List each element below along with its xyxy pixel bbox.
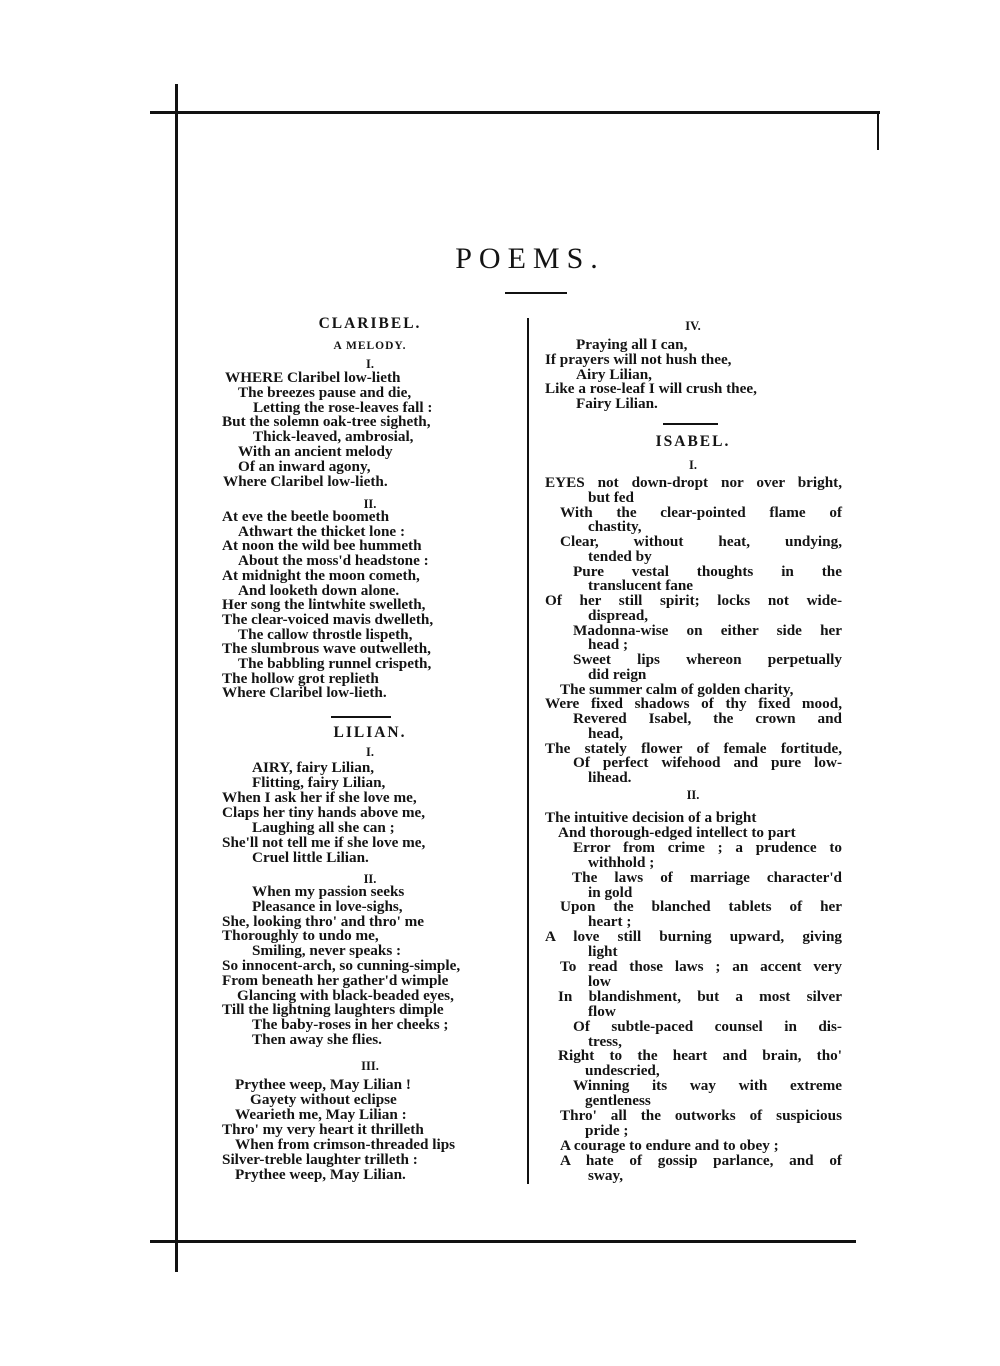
poem-line: At eve the beetle boometh <box>222 508 390 525</box>
poem-line: AIRY, fairy Lilian, <box>252 759 375 776</box>
poem-line: low <box>588 972 611 990</box>
poem-line: When my passion seeks <box>252 883 405 900</box>
page-title: POEMS. <box>455 242 605 275</box>
poem-line: When from crimson-threaded lips <box>235 1136 456 1153</box>
poem-line: The baby-roses in her cheeks ; <box>252 1016 449 1034</box>
poem-line: Laughing all she can ; <box>252 819 395 836</box>
poem-line: withhold ; <box>588 853 655 871</box>
poem-line: sway, <box>588 1166 624 1184</box>
poem-line: EYES not down-dropt nor over bright, <box>545 474 842 491</box>
poem-line: Winning its way with extreme <box>573 1077 842 1095</box>
stanza-number: II. <box>686 788 700 802</box>
poem-line: Of perfect wifehood and pure low- <box>573 754 842 772</box>
poem-line: Prythee weep, May Lilian. <box>235 1166 406 1183</box>
poem-line: Madonna-wise on either side her <box>573 621 842 639</box>
poem-line: In blandishment, but a most silver <box>558 987 842 1005</box>
poem-line: Airy Lilian, <box>576 365 652 383</box>
poem-line: Of her still spirit; locks not wide- <box>545 592 842 609</box>
title-rule <box>505 292 567 294</box>
poem-line: but fed <box>588 488 634 506</box>
stanza-number: I. <box>366 745 374 759</box>
poem-line: But the solemn oak-tree sigheth, <box>222 413 431 431</box>
poem-line: Thoroughly to undo me, <box>222 927 379 945</box>
poem-line: Claps her tiny hands above me, <box>222 804 426 821</box>
frame-left-rule <box>175 84 178 1272</box>
frame-top-rule <box>150 111 880 114</box>
poem-line: Were fixed shadows of thy fixed mood, <box>545 695 842 713</box>
poem-line: Till the lightning laughters dimple <box>222 1001 444 1019</box>
poem-line: When I ask her if she love me, <box>222 789 417 806</box>
poem-subtitle: A MELODY. <box>333 340 407 352</box>
poem-line: Where Claribel low-lieth. <box>223 472 388 490</box>
poem-line: Athwart the thicket lone : <box>238 522 406 540</box>
frame-right-tick <box>877 112 879 150</box>
poem-line: Where Claribel low-lieth. <box>222 684 387 702</box>
poem-line: did reign <box>588 665 647 683</box>
poem-line: Glancing with black-beaded eyes, <box>237 986 454 1004</box>
stanza-number: IV. <box>685 319 701 333</box>
isabel-rule <box>663 423 718 425</box>
stanza-number: III. <box>361 1059 379 1073</box>
poem-line: Thro' my very heart it thrilleth <box>222 1121 424 1138</box>
poem-line: Of an inward agony, <box>238 457 371 475</box>
poem-line: Pure vestal thoughts in the <box>573 562 842 580</box>
poem-line: undescried, <box>585 1062 660 1080</box>
poem-line: translucent fane <box>588 577 694 595</box>
poem-line: Right to the heart and brain, tho' <box>558 1047 842 1065</box>
poem-line: Smiling, never speaks : <box>252 942 402 960</box>
poem-line: The intuitive decision of a bright <box>545 809 757 826</box>
poem-line: Clear, without heat, undying, <box>560 533 842 550</box>
poem-line: light <box>588 943 618 961</box>
poem-line: Of subtle-paced counsel in dis- <box>573 1017 842 1035</box>
poem-line: head ; <box>588 636 629 654</box>
poem-line: From beneath her gather'd wimple <box>222 971 449 989</box>
poem-line: The babbling runnel crispeth, <box>238 655 432 672</box>
poem-line: lihead. <box>588 769 632 786</box>
poem-line: Letting the rose-leaves fall : <box>253 398 433 416</box>
poem-line: And thorough-edged intellect to part <box>558 823 796 841</box>
poem-line: The summer calm of golden charity, <box>560 680 794 698</box>
poem-line: Flitting, fairy Lilian, <box>252 774 386 791</box>
poem-line: She'll not tell me if she love me, <box>222 834 426 851</box>
poem-line: So innocent-arch, so cunning-simple, <box>222 957 461 974</box>
poem-line: Cruel little Lilian. <box>252 849 369 866</box>
poem-line: The stately flower of female fortitude, <box>545 739 842 757</box>
poem-line: A hate of gossip parlance, and of <box>560 1151 842 1169</box>
poem-line: A courage to endure and to obey ; <box>560 1136 779 1154</box>
poem-line: About the moss'd headstone : <box>238 552 429 570</box>
poem-line: Error from crime ; a prudence to <box>573 838 842 856</box>
poem-line: The slumbrous wave outwelleth, <box>222 640 431 658</box>
poem-line: WHERE Claribel low-lieth <box>225 369 401 386</box>
poem-line: The laws of marriage character'd <box>572 868 842 886</box>
poem-line: At midnight the moon cometh, <box>222 566 420 584</box>
poem-line: The clear-voiced mavis dwelleth, <box>222 610 434 628</box>
poem-line: Silver-treble laughter trilleth : <box>222 1151 418 1168</box>
poem-line: Like a rose-leaf I will crush thee, <box>545 380 757 398</box>
poem-line: With the clear-pointed flame of <box>560 503 842 521</box>
poem-line: pride ; <box>585 1121 629 1139</box>
poem-line: tended by <box>588 547 652 565</box>
lilian-rule <box>331 716 391 718</box>
frame-bottom-rule <box>150 1240 856 1243</box>
poem-line: Upon the blanched tablets of her <box>560 898 842 916</box>
poem-line: Gayety without eclipse <box>250 1091 397 1108</box>
poem-title-isabel: ISABEL. <box>655 433 731 450</box>
poem-line: Fairy Lilian. <box>576 395 658 413</box>
poem-line: Praying all I can, <box>576 336 688 353</box>
poem-line: gentleness <box>585 1092 651 1110</box>
poem-line: chastity, <box>588 518 642 536</box>
poem-line: Prythee weep, May Lilian ! <box>235 1076 411 1093</box>
stanza-number: II. <box>363 497 377 511</box>
poem-line: The callow throstle lispeth, <box>238 625 413 643</box>
stanza-number: II. <box>363 872 377 886</box>
poem-line: At noon the wild bee hummeth <box>222 537 422 555</box>
poem-title-lilian: LILIAN. <box>333 724 407 741</box>
poem-line: Sweet lips whereon perpetually <box>573 651 842 668</box>
poem-line: in gold <box>588 883 633 901</box>
poem-line: flow <box>588 1002 616 1020</box>
poem-line: To read those laws ; an accent very <box>560 958 842 975</box>
poem-line: The breezes pause and die, <box>238 383 412 401</box>
poem-line: heart ; <box>588 913 632 931</box>
poem-line: The hollow grot replieth <box>222 669 379 687</box>
poem-line: Then away she flies. <box>252 1031 382 1048</box>
stanza-number: I. <box>366 357 374 371</box>
poem-line: Thick-leaved, ambrosial, <box>253 428 414 446</box>
stanza-number: I. <box>689 458 697 472</box>
poem-line: Wearieth me, May Lilian : <box>235 1106 407 1123</box>
poem-line: Thro' all the outworks of suspicious <box>560 1107 842 1124</box>
poem-line: If prayers will not hush thee, <box>545 350 732 368</box>
poem-line: Pleasance in love-sighs, <box>252 897 403 915</box>
poem-line: dispread, <box>588 606 649 624</box>
poem-title-claribel: CLARIBEL. <box>318 315 422 332</box>
poem-line: She, looking thro' and thro' me <box>222 912 424 930</box>
poem-line: Her song the lintwhite swelleth, <box>222 596 426 614</box>
poem-line: head, <box>588 724 624 742</box>
column-divider <box>527 318 529 1184</box>
poem-line: tress, <box>588 1032 622 1050</box>
poem-line: Revered Isabel, the crown and <box>573 710 842 727</box>
poem-line: And looketh down alone. <box>238 581 400 599</box>
poem-line: With an ancient melody <box>238 443 393 460</box>
poem-line: A love still burning upward, giving <box>545 928 842 946</box>
